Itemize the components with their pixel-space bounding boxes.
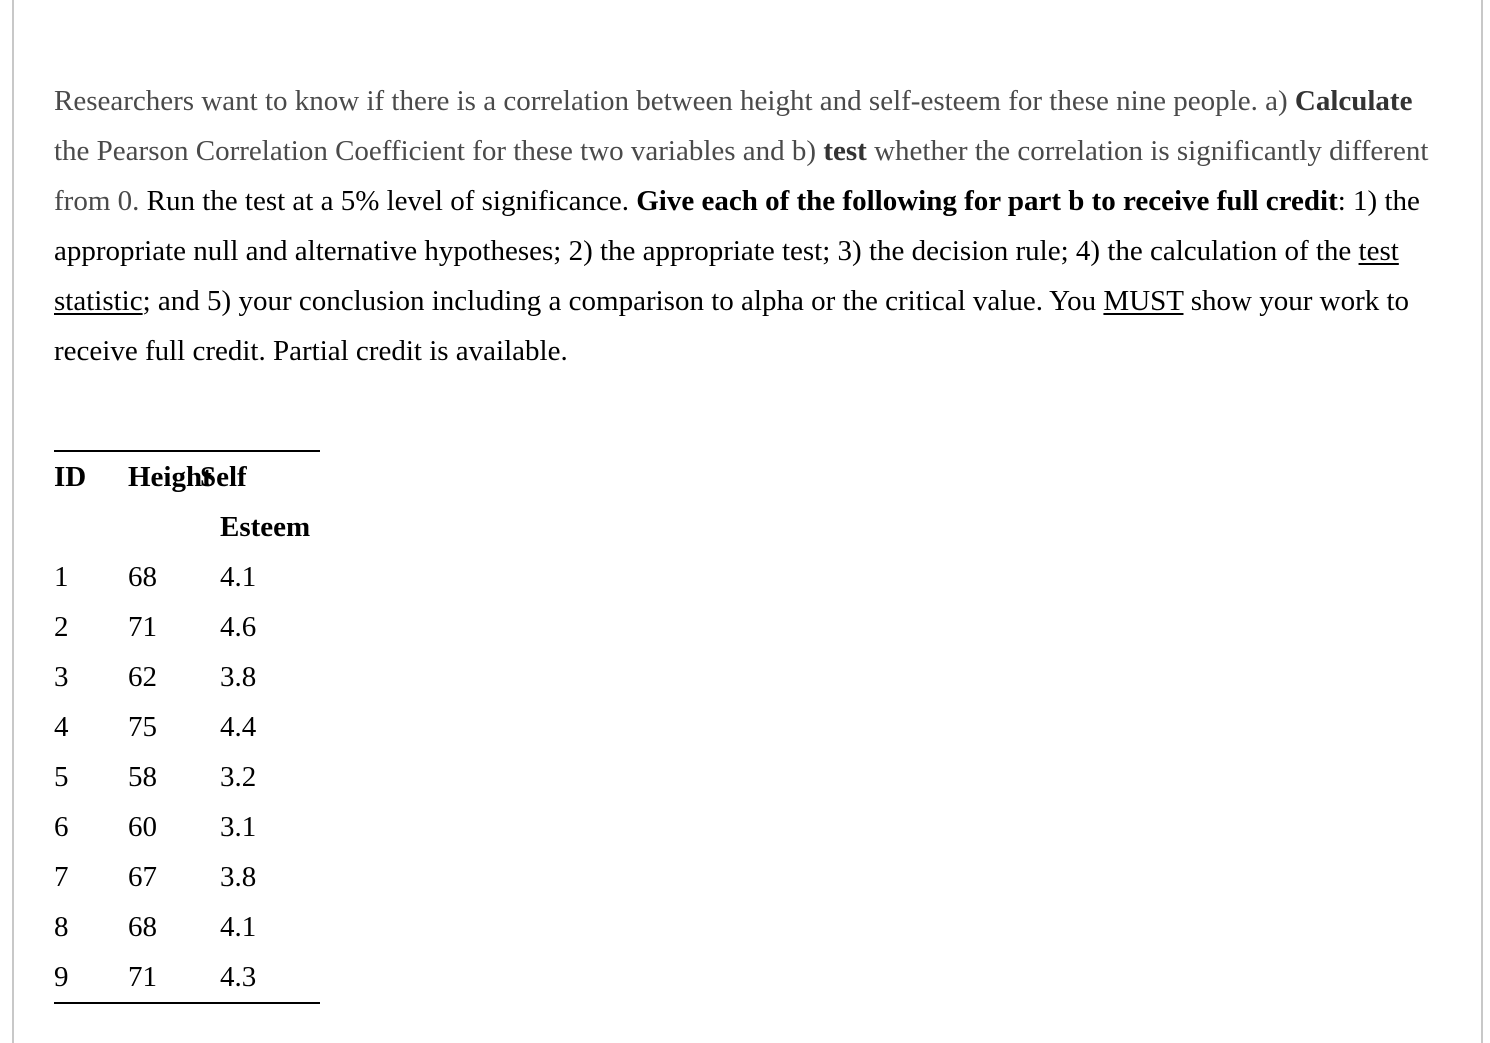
cell-self-esteem: 3.2 (220, 761, 257, 793)
cell-id: 9 (54, 961, 69, 993)
table-row (54, 852, 320, 902)
cell-id: 6 (54, 811, 69, 843)
cell-id: 7 (54, 861, 69, 893)
header-self: Self (200, 461, 247, 493)
cell-height: 58 (128, 761, 157, 793)
header-esteem: Esteem (220, 511, 311, 543)
work-instruction: show your work to receive full credit. Partial credit is available. (54, 285, 1410, 367)
test-emphasis: test (823, 135, 867, 167)
table-row (54, 902, 320, 952)
cell-self-esteem: 4.1 (220, 911, 257, 943)
question-intro: Researchers want to know if there is a correlation between height and self-esteem for these nine people. a) (54, 85, 1295, 117)
cell-height: 71 (128, 611, 157, 643)
table-row (54, 702, 320, 752)
cell-self-esteem: 3.8 (220, 861, 257, 893)
question-text (54, 76, 1444, 376)
table-row (54, 602, 320, 652)
cell-self-esteem: 3.8 (220, 661, 257, 693)
header-height: Height (128, 461, 212, 493)
must-underline: MUST (1103, 285, 1184, 317)
table-row (54, 652, 320, 702)
cell-height: 60 (128, 811, 157, 843)
table-header-row (54, 451, 320, 552)
significance-instruction: Run the test at a 5% level of significance. (139, 185, 637, 217)
cell-self-esteem: 3.1 (220, 811, 257, 843)
table-row (54, 752, 320, 802)
cell-self-esteem: 4.6 (220, 611, 257, 643)
data-table (54, 450, 320, 1004)
cell-id: 1 (54, 561, 69, 593)
cell-self-esteem: 4.4 (220, 711, 257, 743)
cell-height: 62 (128, 661, 157, 693)
test-statistic-underline: test statistic (54, 235, 1399, 317)
cell-id: 5 (54, 761, 69, 793)
cell-id: 8 (54, 911, 69, 943)
cell-height: 68 (128, 911, 157, 943)
cell-self-esteem: 4.3 (220, 961, 257, 993)
requirements-list: : 1) the appropriate null and alternative hypotheses; 2) the appropriate test; 3) the decision rule; 4) the calculation of the (54, 185, 1420, 267)
cell-id: 2 (54, 611, 69, 643)
header-self-esteem (200, 451, 320, 552)
cell-height: 67 (128, 861, 157, 893)
question-part-b: whether the correlation is significantly different from 0. (54, 135, 1429, 217)
cell-self-esteem: 4.1 (220, 561, 257, 593)
cell-height: 68 (128, 561, 157, 593)
calculate-emphasis: Calculate (1294, 85, 1413, 117)
table-row (54, 552, 320, 602)
table-row (54, 802, 320, 852)
conclusion-requirement: ; and 5) your conclusion including a comparison to alpha or the critical value. You (142, 285, 1104, 317)
cell-id: 3 (54, 661, 69, 693)
full-credit-emphasis: Give each of the following for part b to receive full credit (636, 185, 1338, 217)
cell-height: 75 (128, 711, 157, 743)
question-part-a: the Pearson Correlation Coefficient for these two variables and b) (54, 135, 824, 167)
cell-height: 71 (128, 961, 157, 993)
table-row (54, 952, 320, 1003)
header-id: ID (54, 461, 87, 493)
cell-id: 4 (54, 711, 69, 743)
